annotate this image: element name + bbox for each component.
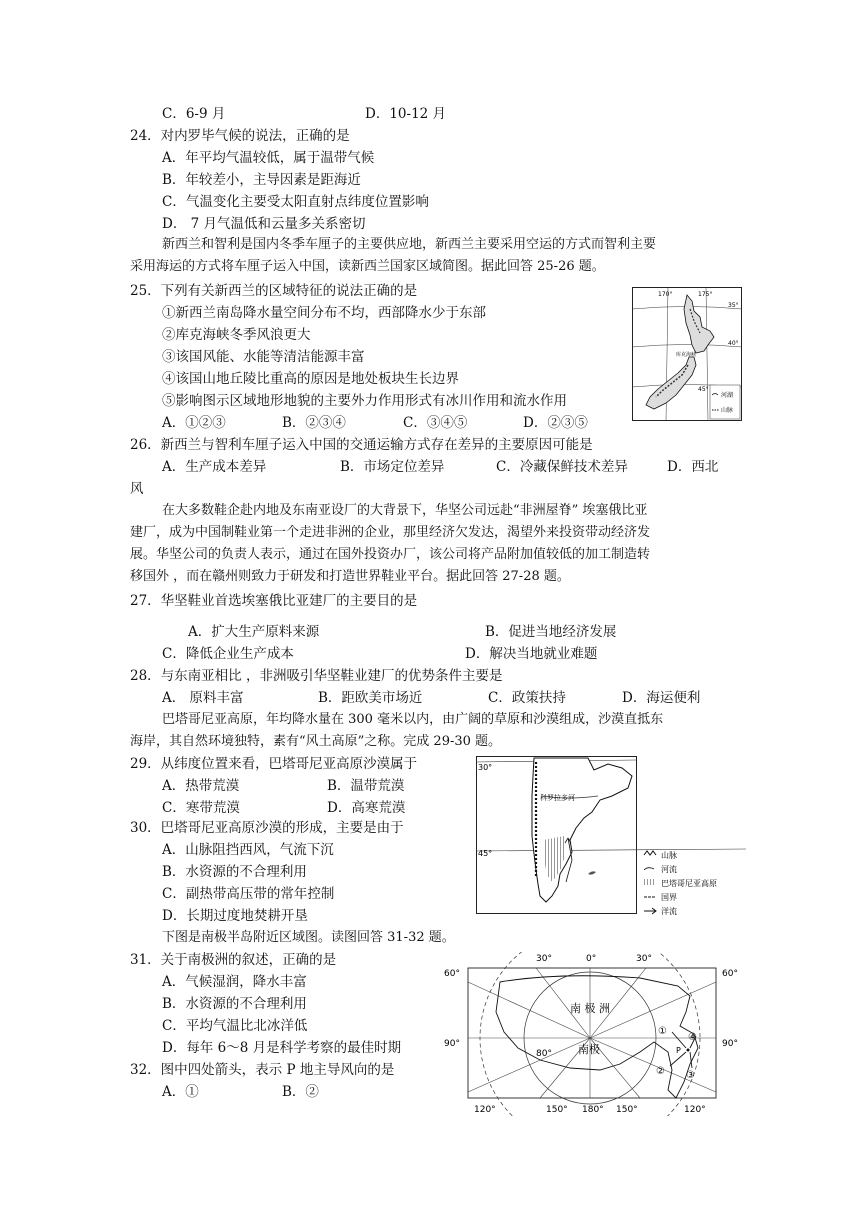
q29-stem: 29．从纬度位置来看，巴塔哥尼亚高原沙漠属于: [130, 756, 418, 772]
q32-option-a: A．①: [162, 1084, 199, 1100]
sa-lat-30: 30°: [478, 763, 493, 772]
intro-27-line-1: 在大多数鞋企赴内地及东南亚设厂的大背景下，华坚公司远赴“非洲屋脊” 埃塞俄比亚: [162, 503, 648, 518]
q28-option-a: A． 原料丰富: [162, 690, 244, 706]
q29-option-c: C．寒带荒漠: [162, 800, 240, 816]
new-zealand-map: [632, 287, 742, 421]
intro-25-line-1: 新西兰和智利是国内冬季车厘子的主要供应地，新西兰主要采用空运的方式而智利主要: [162, 237, 657, 252]
q25-item-3: ③该国风能、水能等清洁能源丰富: [162, 349, 365, 365]
q30-option-d: D．长期过度地焚耕开垦: [162, 908, 308, 924]
q24-option-c: C．气温变化主要受太阳直射点纬度位置影响: [162, 194, 429, 210]
q27-stem: 27．华坚鞋业首选埃塞俄比亚建厂的主要目的是: [130, 593, 418, 609]
intro-31: 下图是南极半岛附近区域图。读图回答 31-32 题。: [162, 930, 455, 945]
q25-item-1: ①新西兰南岛降水量空间分布不均，西部降水少于东部: [162, 305, 486, 321]
sa-legend-border: 国界: [661, 893, 677, 902]
sa-legend-current: 洋流: [661, 907, 677, 916]
q25-option-a: A．①②③: [162, 415, 226, 431]
intro-29-line-1: 巴塔哥尼亚高原，年均降水量在 300 毫米以内，由广阔的草原和沙漠组成，沙漠直抵东: [162, 712, 664, 727]
nz-legend-mountain: 山脉: [721, 407, 734, 414]
q31-option-d: D．每年 6～8 月是科学考察的最佳时期: [162, 1040, 402, 1056]
q30-option-b: B．水资源的不合理利用: [162, 864, 307, 880]
nz-lat-35: 35°: [728, 302, 739, 309]
q32-stem: 32．图中四处箭头，表示 P 地主导风向的是: [130, 1062, 395, 1078]
q31-option-a: A．气候湿润，降水丰富: [162, 974, 307, 990]
q23-option-c: C．6-9 月: [162, 106, 226, 122]
nz-lat-40: 40°: [728, 340, 739, 347]
ant-left-label-1: 60°: [444, 969, 460, 979]
ant-left-label-3: 120°: [474, 1105, 496, 1115]
ant-bottom-label-3: 150°: [616, 1105, 638, 1115]
q25-option-b: B．②③④: [282, 415, 346, 431]
sa-legend-plateau: 巴塔哥尼亚高原: [661, 879, 717, 888]
q30-option-c: C．副热带高压带的常年控制: [162, 886, 335, 902]
q27-option-a: A．扩大生产原料来源: [188, 624, 320, 640]
ant-right-label-3: 120°: [684, 1105, 706, 1115]
q24-option-a: A．年平均气温较低，属于温带气候: [162, 150, 375, 166]
q30-stem: 30．巴塔哥尼亚高原沙漠的形成，主要是由于: [130, 820, 404, 836]
ant-right-label-1: 60°: [722, 969, 738, 979]
ant-right-label-2: 90°: [722, 1039, 738, 1049]
q25-option-c: C．③④⑤: [403, 415, 468, 431]
ant-arrow-2: ②: [656, 1066, 665, 1077]
nz-lon-175: 175°: [698, 291, 713, 298]
ant-top-label-3: 30°: [636, 954, 652, 964]
ant-lat-80: 80°: [536, 1049, 552, 1059]
ant-top-label-2: 0°: [586, 954, 597, 964]
current-legend-icon: [644, 908, 656, 914]
q31-option-b: B．水资源的不合理利用: [162, 996, 307, 1012]
ant-top-label-1: 30°: [536, 954, 552, 964]
ant-continent-label: 南 极 洲: [570, 1002, 610, 1015]
sa-legend-river: 河流: [661, 865, 677, 874]
nz-lon-170: 170°: [658, 291, 673, 298]
sa-lat-45: 45°: [478, 849, 493, 858]
intro-29-line-2: 海岸，其自然环境独特，素有“风土高原”之称。完成 29-30 题。: [130, 734, 502, 749]
ant-arrow-4: ④: [688, 1032, 697, 1043]
ant-pole-label: 南极: [578, 1043, 600, 1056]
ant-bottom-label-1: 150°: [546, 1105, 568, 1115]
ant-arrow-3: ③: [686, 1070, 695, 1081]
plateau-legend-icon: [644, 879, 656, 885]
q27-option-c: C．降低企业生产成本: [162, 646, 294, 662]
q25-item-5: ⑤影响图示区域地形地貌的主要外力作用形式有冰川作用和流水作用: [162, 393, 567, 409]
q28-stem: 28．与东南亚相比 ，非洲吸引华坚鞋业建厂的优势条件主要是: [130, 668, 503, 684]
q29-option-a: A．热带荒漠: [162, 778, 240, 794]
q31-option-c: C．平均气温比北冰洋低: [162, 1018, 308, 1034]
q29-option-d: D．高寒荒漠: [327, 800, 406, 816]
q25-item-4: ④该国山地丘陵比重高的原因是地处板块生长边界: [162, 371, 459, 387]
q28-option-d: D．海运便利: [622, 690, 701, 706]
q26-option-d-wrap: 风: [130, 481, 144, 497]
q25-option-d: D．②③⑤: [523, 415, 588, 431]
q26-stem: 26．新西兰与智利车厘子运入中国的交通运输方式存在差异的主要原因可能是: [130, 437, 593, 453]
q26-option-a: A．生产成本差异: [162, 459, 267, 475]
q31-stem: 31．关于南极洲的叙述，正确的是: [130, 952, 337, 968]
q23-option-d: D．10-12 月: [365, 106, 447, 122]
point-p-marker: [687, 1049, 690, 1052]
q28-option-c: C．政策扶持: [488, 690, 566, 706]
ant-left-label-2: 90°: [444, 1039, 460, 1049]
q26-option-d: D．西北: [667, 459, 719, 475]
ant-arrow-1: ①: [658, 1026, 667, 1037]
sa-legend-mountain: 山脉: [661, 851, 677, 860]
q24-stem: 24．对内罗毕气候的说法，正确的是: [130, 128, 350, 144]
nz-legend-river: 河湖: [721, 392, 734, 399]
sa-place-label: 科罗拉多河: [540, 794, 575, 802]
q29-option-b: B．温带荒漠: [327, 778, 405, 794]
river-legend-icon: [644, 868, 654, 870]
q27-option-b: B．促进当地经济发展: [485, 624, 617, 640]
nz-lat-45: 45°: [698, 386, 709, 393]
antarctic-peninsula-map: [440, 952, 756, 1116]
q26-option-b: B．市场定位差异: [340, 459, 445, 475]
q30-option-a: A．山脉阻挡西风，气流下沉: [162, 842, 334, 858]
intro-27-line-2: 建厂，成为中国制鞋业第一个走进非洲的企业，那里经济欠发达，渴望外来投资带动经济发: [130, 525, 651, 540]
q32-option-b: B．②: [282, 1084, 319, 1100]
q24-option-d: D． 7 月气温低和云量多关系密切: [162, 216, 366, 232]
ant-bottom-label-2: 180°: [582, 1105, 604, 1115]
q27-option-d: D．解决当地就业难题: [465, 646, 598, 662]
mountain-legend-icon: [644, 851, 656, 855]
q25-stem: 25．下列有关新西兰的区域特征的说法正确的是: [130, 283, 418, 299]
ant-point-p: P: [676, 1046, 681, 1055]
nz-strait-label: 库克海峡: [676, 352, 697, 358]
q26-option-c: C．冷藏保鲜技术差异: [496, 459, 628, 475]
q25-item-2: ②库克海峡冬季风浪更大: [162, 327, 311, 343]
q28-option-b: B．距欧美市场近: [318, 690, 423, 706]
patagonia-map: [476, 756, 746, 916]
intro-27-line-3: 展。华坚公司的负责人表示，通过在国外投资办厂，该公司将产品附加值较低的加工制造转: [130, 547, 651, 562]
intro-27-line-4: 移国外 ，而在赣州则致力于研发和打造世界鞋业平台。据此回答 27-28 题。: [130, 569, 570, 584]
q24-option-b: B．年较差小，主导因素是距海近: [162, 172, 361, 188]
intro-25-line-2: 采用海运的方式将车厘子运入中国，读新西兰国家区域简图。据此回答 25-26 题。: [130, 259, 605, 274]
